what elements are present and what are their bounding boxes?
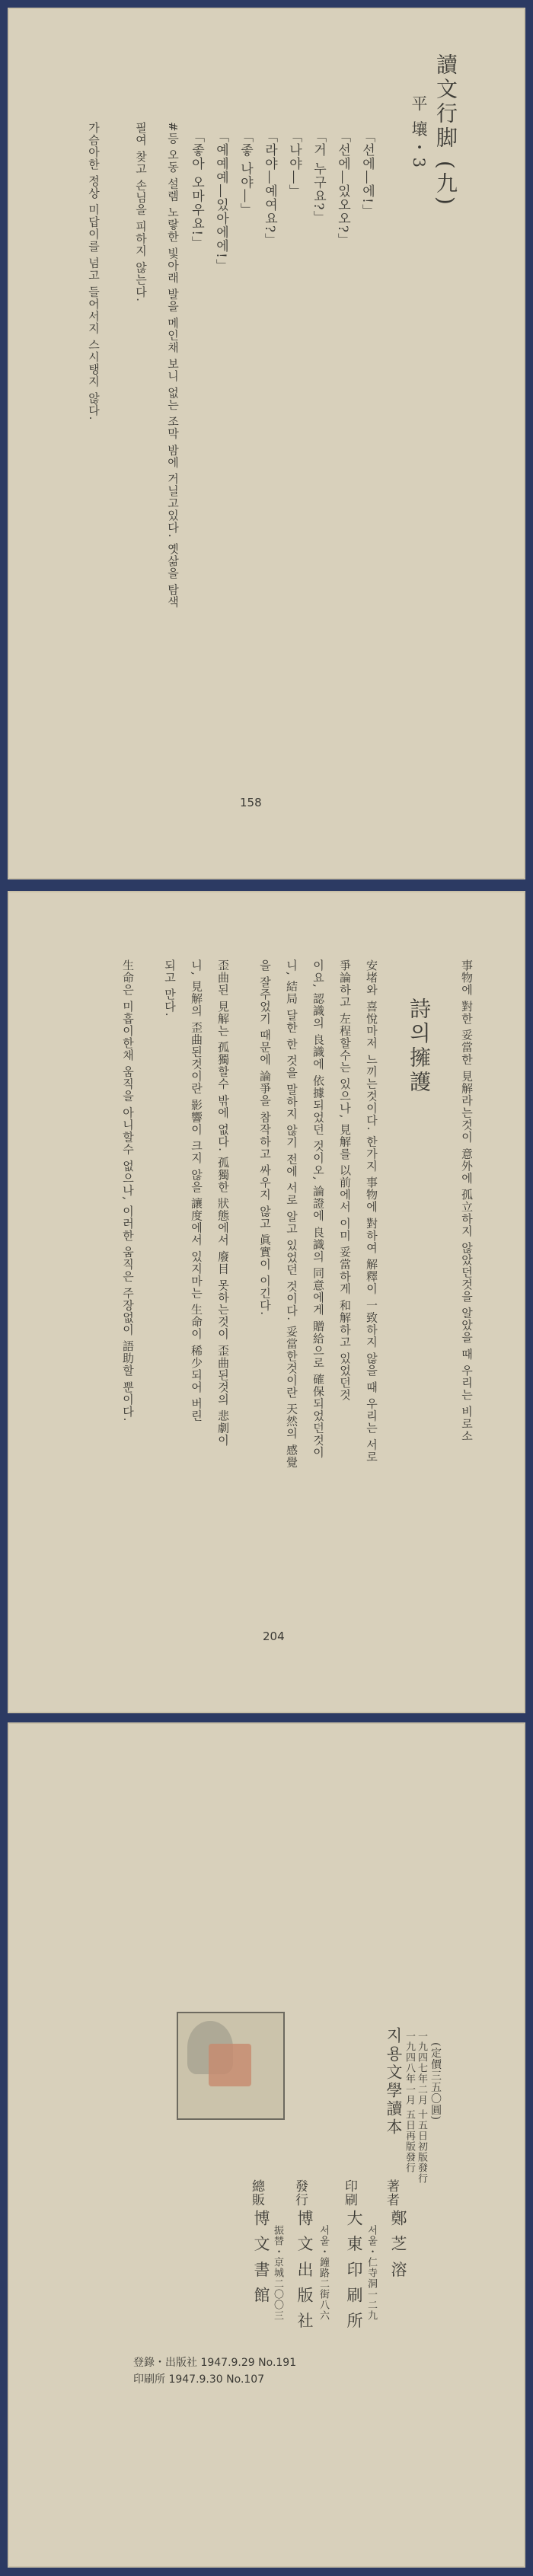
- text-line: 「선에―있오오?」: [335, 129, 350, 247]
- text-line: 事物에 對한 妥當한 見解라는것이 意外에 孤立하지 않았던것을 알았을 때 우리는 비로소: [460, 959, 474, 1442]
- page-title: 詩의擁護: [407, 998, 432, 1095]
- page-title: 讀文行脚 (九): [433, 53, 458, 208]
- text-line: 「거 누구요?」: [311, 129, 326, 225]
- text-line: 니, 結局 달한 한 것을 말하지 않기 전에 서로 알고 있었던 것이다. 妥當한것이란 天然의 感覺: [285, 959, 298, 1469]
- publisher-seal-stamp: [177, 2012, 285, 2120]
- role-address: 振替・京城二〇〇三: [272, 2225, 283, 2321]
- text-line: 필여 찾고 손님을 피하지 않는다.: [134, 122, 148, 302]
- text-line: 「나야―」: [286, 129, 302, 198]
- date-line: 一九四八年一月 五日再版發行: [404, 2031, 415, 2174]
- registration-line: 登錄・出版社 1947.9.29 No.191: [133, 2357, 297, 2369]
- page-number: 204: [263, 1630, 285, 1643]
- author-line: 平 壤・3: [410, 95, 428, 171]
- text-line: 니, 見解의 歪曲된것이란 影響이 크지 않을 讓度에서 있지마는 生命이 稀少되어 버린: [190, 959, 203, 1422]
- role-address: 서울・鐘路二街八六: [318, 2225, 329, 2321]
- text-line: 을 잘주었기 때문에 論爭을 참작하고 싸우지 않고 眞實이 이긴다.: [258, 959, 272, 1316]
- text-line: 가슴아한 정상 미답이를 넘고 들어서지 스시탱지 않다.: [87, 122, 101, 421]
- role-name: 博 文 書 館: [252, 2210, 270, 2306]
- page-number: 158: [240, 796, 262, 809]
- text-line: 「예예예―있아에에!」: [213, 129, 228, 273]
- role-address: 서울・仁寺洞一二九: [365, 2225, 377, 2321]
- text-line: 「라야―예여요?」: [262, 129, 277, 247]
- colophon-page: [8, 1722, 525, 2568]
- book-title: 지용文學讀本: [385, 2027, 403, 2137]
- role-label: 印刷: [342, 2179, 357, 2207]
- role-name: 大 東 印 刷 所: [345, 2210, 363, 2331]
- book-page-2: [8, 891, 525, 1713]
- role-label: 著者: [384, 2179, 399, 2207]
- text-line: 生命은 미흡이한채 움직을 아니할수 없으나, 이러한 움직은 주장없이 語助할 뿐이다.: [121, 959, 135, 1422]
- text-line: #등 오동 설렘 노랗한 빛아래 발을 메인채 보니 없는 조막 밤에 거닐고있다. 옛삶을 탐색: [166, 122, 180, 608]
- role-label: 總販: [249, 2179, 264, 2207]
- text-line: 「선에―에!」: [359, 129, 375, 218]
- role-name: 博 文 出 版 社: [295, 2210, 314, 2331]
- text-line: 爭論하고 左程할수는 있으나, 見解를 以前에서 이미 妥當하게 和解하고 있었던것: [338, 959, 352, 1401]
- text-line: 「좋 나야―」: [238, 129, 253, 217]
- book-page-1: [8, 8, 525, 879]
- text-line: 「좋아 오마우요!」: [189, 129, 204, 251]
- text-line: 歪曲된 見解는 孤獨할수 밖에 없다. 孤獨한 狀態에서 廢目 못하는것이 歪曲된것의 悲劇이: [216, 959, 230, 1447]
- role-label: 發行: [292, 2179, 308, 2207]
- text-line: 되고 만다.: [163, 959, 177, 1017]
- date-line: 一九四七年二月 十五日初版發行: [416, 2031, 427, 2185]
- price: (定價三五〇圓): [429, 2042, 442, 2121]
- red-seal: [209, 2044, 251, 2086]
- text-line: 安堵와 喜悅마저 느끼는것이다. 한가지 事物에 對하여 解釋이 一致하지 않을 때 우리는 서로: [365, 959, 378, 1464]
- text-line: 이요, 認識의 良識에 依據되었던 것이오, 論證에 良識의 同意에게 贈給으로 確保되었던것이: [311, 959, 325, 1459]
- registration-line: 印刷所 1947.9.30 No.107: [133, 2373, 265, 2386]
- role-name: 鄭 芝 溶: [389, 2210, 407, 2280]
